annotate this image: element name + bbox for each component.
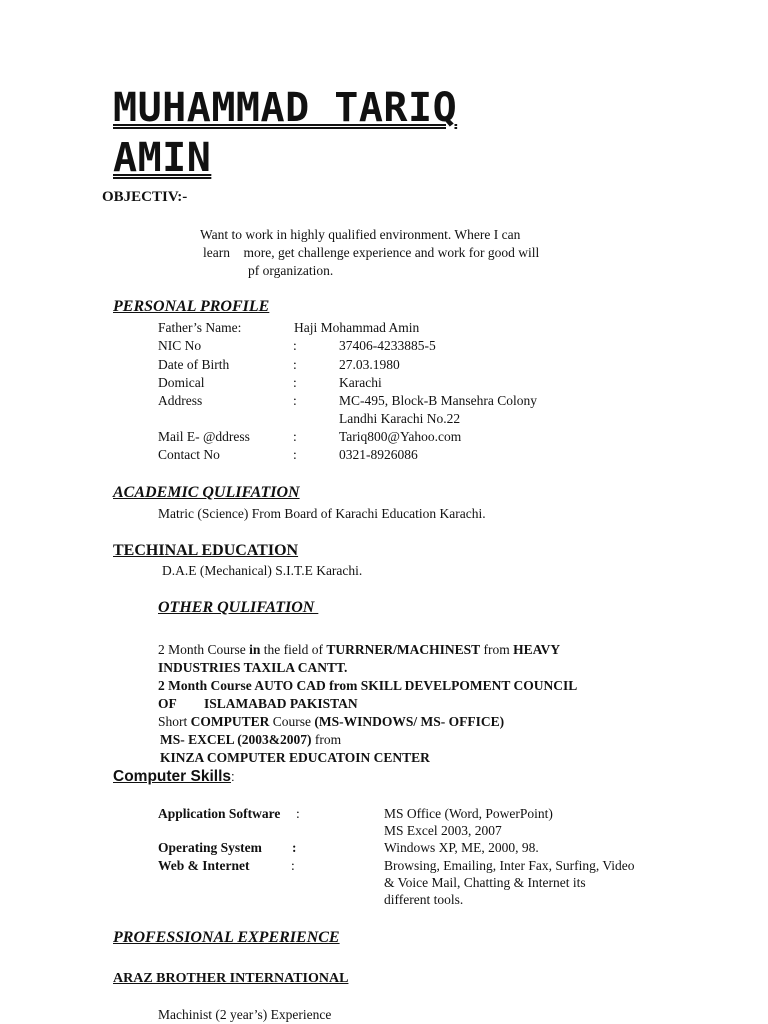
- skill-value-web-3: different tools.: [384, 892, 464, 907]
- objective-line-2: learn more, get challenge experience and work for good will: [203, 245, 540, 260]
- computer-skills-heading-colon: :: [231, 769, 235, 784]
- other-line-1-c: the field of: [260, 642, 327, 657]
- skill-label-os: Operating System: [158, 840, 262, 855]
- profile-value-nic: 37406-4233885-5: [339, 338, 436, 353]
- computer-skills-heading-text: Computer Skills: [113, 768, 231, 785]
- other-line-6: [160, 731, 341, 749]
- profile-sep-address: :: [293, 393, 297, 408]
- skill-sep-os: :: [292, 840, 297, 855]
- profile-sep-domical: :: [293, 375, 297, 390]
- profile-value-domical: Karachi: [339, 375, 382, 390]
- other-line-1: [158, 641, 560, 659]
- other-line-1-f: HEAVY: [513, 642, 561, 657]
- skill-value-application-2: MS Excel 2003, 2007: [384, 823, 502, 838]
- profile-label-father: Father’s Name:: [158, 320, 242, 335]
- profile-sep-dob: :: [293, 357, 297, 372]
- other-line-5-d: (MS-WINDOWS/ MS- OFFICE): [314, 714, 505, 729]
- other-line-4-b: ISLAMABAD PAKISTAN: [204, 696, 358, 711]
- other-line-3: 2 Month Course AUTO CAD from SKILL DEVELPOMENT COUNCIL: [158, 678, 578, 693]
- other-line-6-a: MS- EXCEL (2003&2007): [160, 732, 312, 747]
- personal-profile-heading: PERSONAL PROFILE: [113, 298, 270, 315]
- profile-value-address-line-2: Landhi Karachi No.22: [339, 411, 461, 426]
- other-line-6-b: from: [311, 732, 342, 747]
- experience-role: Machinist (2 year’s) Experience: [158, 1007, 332, 1022]
- profile-sep-nic: :: [293, 338, 297, 353]
- name-line-1: MUHAMMAD TARIQ: [113, 85, 458, 131]
- academic-text: Matric (Science) From Board of Karachi Education Karachi.: [158, 506, 486, 521]
- other-line-1-a: 2 Month Course: [158, 642, 250, 657]
- other-line-1-e: from: [480, 642, 514, 657]
- other-line-1-d: TURRNER/MACHINEST: [326, 642, 481, 657]
- skill-value-web-1: Browsing, Emailing, Inter Fax, Surfing, Video: [384, 858, 635, 873]
- profile-value-dob: 27.03.1980: [339, 357, 400, 372]
- other-line-5-a: Short: [158, 714, 191, 729]
- other-line-5-c: Course: [269, 714, 315, 729]
- other-line-1-b: in: [249, 642, 261, 657]
- other-line-2: INDUSTRIES TAXILA CANTT.: [158, 660, 348, 675]
- experience-heading: PROFESSIONAL EXPERIENCE: [113, 929, 340, 946]
- technical-heading: TECHINAL EDUCATION: [113, 542, 299, 559]
- other-line-5-b: COMPUTER: [190, 714, 270, 729]
- other-line-7: KINZA COMPUTER EDUCATOIN CENTER: [160, 750, 430, 765]
- name-line-2: AMIN: [113, 135, 212, 181]
- other-line-4-a: OF: [158, 696, 177, 711]
- profile-label-contact: Contact No: [158, 447, 220, 462]
- profile-label-dob: Date of Birth: [158, 357, 230, 372]
- academic-heading: ACADEMIC QULIFATION: [113, 484, 300, 501]
- company-name: ARAZ BROTHER INTERNATIONAL: [113, 971, 349, 986]
- technical-text: D.A.E (Mechanical) S.I.T.E Karachi.: [162, 563, 363, 578]
- other-line-5: [158, 713, 504, 731]
- objective-line-3: pf organization.: [248, 263, 334, 278]
- profile-value-father: Haji Mohammad Amin: [294, 320, 420, 335]
- skill-value-web-2: & Voice Mail, Chatting & Internet its: [384, 875, 586, 890]
- profile-label-address: Address: [158, 393, 203, 408]
- objective-line-1: Want to work in highly qualified environment. Where I can: [200, 227, 521, 242]
- computer-skills-heading: [113, 768, 235, 786]
- profile-value-contact: 0321-8926086: [339, 447, 418, 462]
- skill-label-application: Application Software: [158, 806, 281, 821]
- skill-sep-application: :: [296, 806, 300, 821]
- skill-value-application-1: MS Office (Word, PowerPoint): [384, 806, 553, 821]
- profile-label-email: Mail E- @ddress: [158, 429, 250, 444]
- skill-sep-web: :: [291, 858, 295, 873]
- profile-sep-email: :: [293, 429, 297, 444]
- profile-value-address: MC-495, Block-B Mansehra Colony: [339, 393, 537, 408]
- skill-label-web: Web & Internet: [158, 858, 250, 873]
- skill-value-os: Windows XP, ME, 2000, 98.: [384, 840, 539, 855]
- other-qualification-heading: OTHER QULIFATION: [158, 599, 319, 616]
- profile-sep-contact: :: [293, 447, 297, 462]
- profile-label-domical: Domical: [158, 375, 205, 390]
- objective-heading: OBJECTIV:-: [102, 189, 188, 205]
- profile-label-nic: NIC No: [158, 338, 202, 353]
- profile-value-email: Tariq800@Yahoo.com: [339, 429, 462, 444]
